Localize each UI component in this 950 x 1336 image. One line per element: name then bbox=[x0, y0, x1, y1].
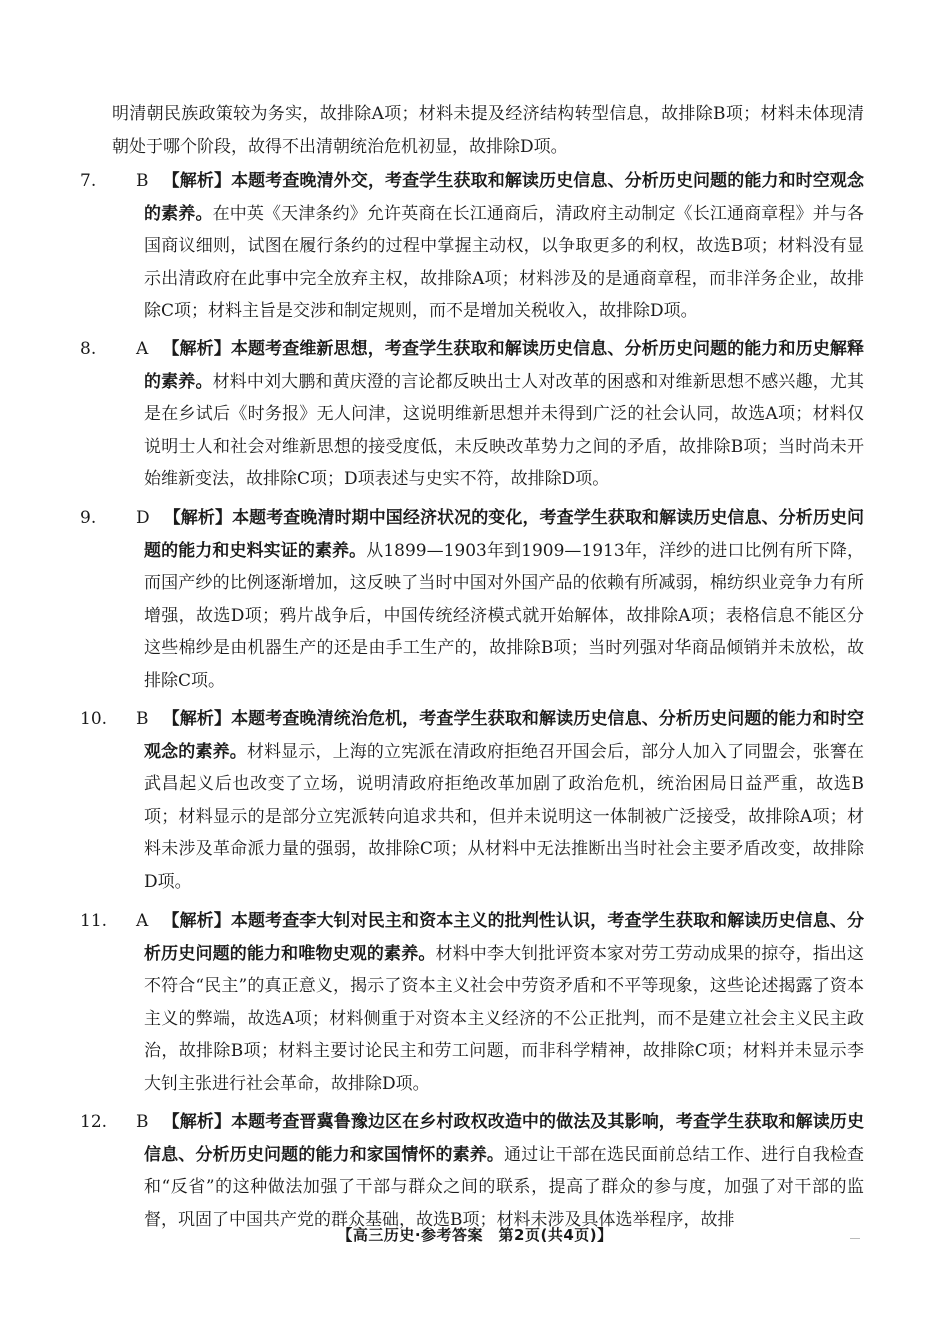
item-number: 7. bbox=[80, 171, 97, 191]
analysis-body: 材料中刘大鹏和黄庆澄的言论都反映出士人对改革的困惑和对维新思想不感兴趣，尤其是在乡试后《时务报》无人问津，这说明维新思想并未得到广泛的社会认同，故选A项；材料仅说明士人和社会对维新思想的接受度低，未反映改革势力之间的矛盾，故排除B项；当时尚未开始维新变法，故排除C项；D项表述与史实不符，故排除D项。 bbox=[144, 371, 865, 490]
analysis-tag: 【解析】 bbox=[162, 709, 232, 729]
answer-letter: D bbox=[136, 508, 150, 528]
analysis-summary: 本题考查晚清统治危机，考查学生获取和解读历史信息、分析历史问题的能力和时空观念的素养。 bbox=[144, 709, 865, 762]
item-number: 12. bbox=[80, 1112, 108, 1132]
analysis-body: 材料中李大钊批评资本家对劳工劳动成果的掠夺，指出这不符合“民主”的真正意义，揭示了资本主义社会中劳资矛盾和不平等现象，这些论述揭露了资本主义的弊端，故选A项；材料侧重于对资本主义经济的不公正批判，而不是建立社会主义民主政治，故排除B项；材料主要讨论民主和劳工问题，而非科学精神，故排除C项；材料并未显示李大钊主张进行社会革命，故排除D项。 bbox=[144, 943, 865, 1094]
page-footer: 【高三历史·参考答案 第2页(共4页)】 bbox=[337, 1226, 613, 1244]
answer-item-12 bbox=[80, 1106, 865, 1236]
analysis-tag: 【解析】 bbox=[162, 171, 232, 191]
answer-item-7 bbox=[80, 165, 865, 328]
corner-mark bbox=[850, 1238, 860, 1239]
answer-item-9 bbox=[80, 502, 865, 698]
analysis-summary: 本题考查李大钊对民主和资本主义的批判性认识，考查学生获取和解读历史信息、分析历史问题的能力和唯物史观的素养。 bbox=[144, 911, 865, 964]
analysis-body: 通过让干部在选民面前总结工作、进行自我检查和“反省”的这种做法加强了干部与群众之间的联系，提高了群众的参与度，加强了对干部的监督，巩固了中国共产党的群众基础，故选B项；材料未涉及具体选举程序，故排 bbox=[144, 1144, 865, 1230]
answer-letter: A bbox=[136, 339, 149, 359]
answer-item-8 bbox=[80, 333, 865, 496]
continued-explanation-6: 明清朝民族政策较为务实，故排除A项；材料未提及经济结构转型信息，故排除B项；材料未体现清朝处于哪个阶段，故得不出清朝统治危机初显，故排除D项。 bbox=[112, 104, 864, 157]
analysis-summary: 本题考查晚清外交，考查学生获取和解读历史信息、分析历史问题的能力和时空观念的素养。 bbox=[144, 171, 865, 224]
item-number: 9. bbox=[80, 508, 97, 528]
answer-letter: B bbox=[136, 709, 149, 729]
analysis-summary: 本题考查晋冀鲁豫边区在乡村政权改造中的做法及其影响，考查学生获取和解读历史信息、分析历史问题的能力和家国情怀的素养。 bbox=[144, 1112, 865, 1165]
item-number: 10. bbox=[80, 709, 108, 729]
analysis-body: 材料显示，上海的立宪派在清政府拒绝召开国会后，部分人加入了同盟会，张謇在武昌起义后也改变了立场，说明清政府拒绝改革加剧了政治危机，统治困局日益严重，故选B项；材料显示的是部分立宪派转向追求共和，但并未说明这一体制被广泛接受，故排除A项；材料未涉及革命派力量的强弱，故排除C项；从材料中无法推断出当时社会主要矛盾改变，故排除D项。 bbox=[144, 741, 865, 892]
item-number: 11. bbox=[80, 911, 108, 931]
analysis-body: 从1899—1903年到1909—1913年，洋纱的进口比例有所下降，而国产纱的比例逐渐增加，这反映了当时中国对外国产品的依赖有所减弱，棉纺织业竞争力有所增强，故选D项；鸦片战争后，中国传统经济模式就开始解体，故排除A项；表格信息不能区分这些棉纱是由机器生产的还是由手工生产的，故排除B项；当时列强对华商品倾销并未放松，故排除C项。 bbox=[144, 540, 864, 691]
answer-letter: A bbox=[136, 911, 149, 931]
answer-letter: B bbox=[136, 171, 149, 191]
analysis-body: 在中英《天津条约》允许英商在长江通商后，清政府主动制定《长江通商章程》并与各国商议细则，试图在履行条约的过程中掌握主动权，以争取更多的利权，故选B项；材料没有显示出清政府在此事中完全放弃主权，故排除A项；材料涉及的是通商章程，而非洋务企业，故排除C项；材料主旨是交涉和制定规则，而不是增加关税收入，故排除D项。 bbox=[144, 203, 865, 322]
answer-item-11 bbox=[80, 905, 865, 1101]
answer-letter: B bbox=[136, 1112, 149, 1132]
item-number: 8. bbox=[80, 339, 97, 359]
answer-item-10 bbox=[80, 703, 865, 899]
analysis-summary: 本题考查晚清时期中国经济状况的变化，考查学生获取和解读历史信息、分析历史问题的能力和史料实证的素养。 bbox=[144, 508, 865, 561]
analysis-summary: 本题考查维新思想，考查学生获取和解读历史信息、分析历史问题的能力和历史解释的素养。 bbox=[144, 339, 865, 392]
analysis-tag: 【解析】 bbox=[162, 339, 231, 359]
analysis-tag: 【解析】 bbox=[163, 508, 233, 528]
analysis-tag: 【解析】 bbox=[162, 1112, 232, 1132]
analysis-tag: 【解析】 bbox=[162, 911, 231, 931]
